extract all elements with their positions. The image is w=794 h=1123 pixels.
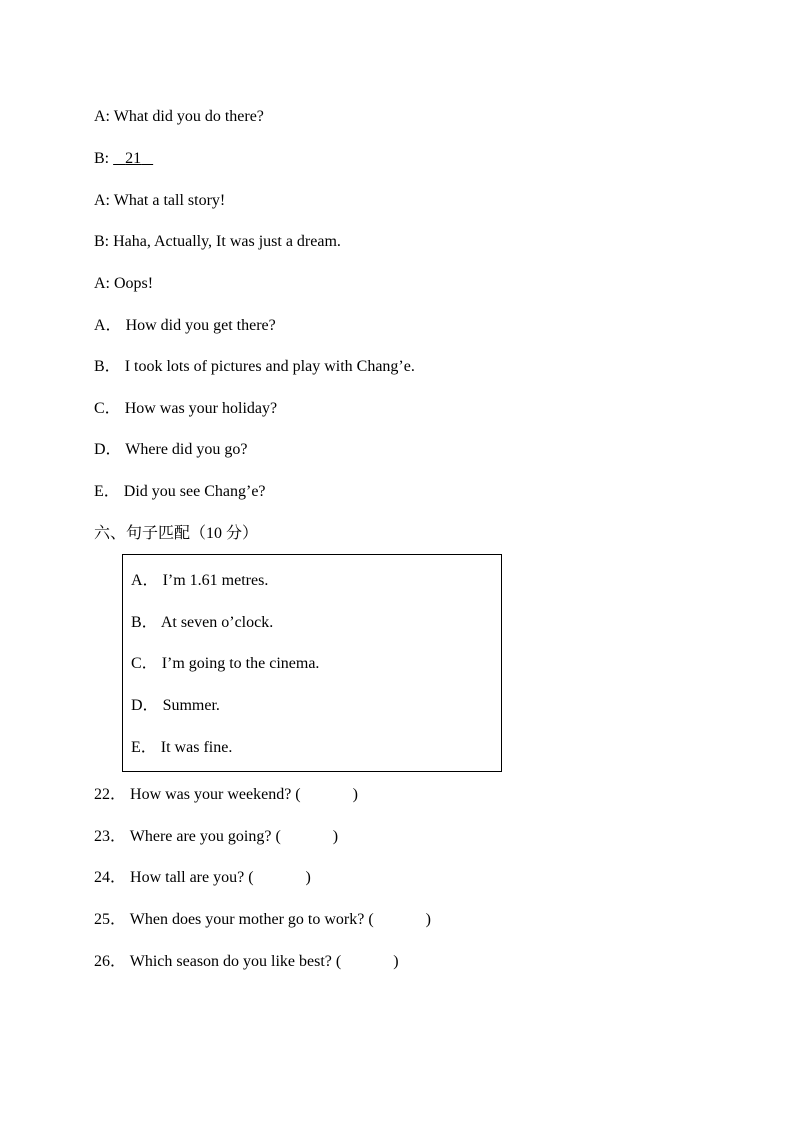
option-text: Did you see Chang’e? (123, 483, 266, 500)
match-option-d (131, 696, 220, 716)
option-letter: C． (131, 655, 158, 672)
option-letter: B． (131, 614, 158, 631)
question-number: 24． (94, 869, 127, 886)
dialogue-text: What did you do there? (113, 108, 264, 125)
option-letter: A． (94, 317, 122, 334)
question-text: How tall are you? (130, 869, 245, 886)
question-26 (94, 952, 399, 972)
dialogue-option-d (94, 440, 247, 460)
match-option-a (131, 571, 268, 591)
answer-paren[interactable]: ( ) (368, 911, 431, 928)
answer-paren[interactable]: ( ) (275, 828, 339, 845)
dialogue-line-2 (94, 149, 153, 169)
dialogue-line-1 (94, 107, 264, 127)
question-25 (94, 910, 431, 930)
question-number: 23． (94, 828, 127, 845)
blank-number: 21 (125, 150, 142, 167)
question-text: When does your mother go to work? (129, 911, 365, 928)
question-number: 26． (94, 953, 127, 970)
dialogue-line-3 (94, 191, 225, 211)
option-text: I’m 1.61 metres. (162, 572, 269, 589)
answer-paren[interactable]: ( ) (295, 786, 358, 803)
dialogue-option-e (94, 482, 266, 502)
speaker-label: A: (94, 108, 110, 125)
speaker-label: B: (94, 233, 110, 250)
question-text: Which season do you like best? (129, 953, 332, 970)
speaker-label: B: (94, 150, 110, 167)
answer-paren[interactable]: ( ) (248, 869, 311, 886)
dialogue-option-c (94, 399, 277, 419)
option-text: How did you get there? (125, 317, 276, 334)
option-text: I took lots of pictures and play with Chang’e. (124, 358, 415, 375)
dialogue-text: What a tall story! (113, 192, 226, 209)
question-number: 22． (94, 786, 127, 803)
option-text: Where did you go? (125, 441, 248, 458)
option-letter: E． (131, 739, 157, 756)
question-text: How was your weekend? (130, 786, 292, 803)
dialogue-line-4 (94, 232, 341, 252)
dialogue-text: Haha, Actually, It was just a dream. (113, 233, 341, 250)
dialogue-line-5 (94, 274, 153, 294)
question-22 (94, 785, 358, 805)
option-text: At seven o’clock. (160, 614, 274, 631)
option-text: It was fine. (160, 739, 233, 756)
option-letter: D． (94, 441, 122, 458)
option-text: How was your holiday? (124, 400, 278, 417)
dialogue-text: Oops! (114, 275, 154, 292)
match-option-c (131, 654, 319, 674)
option-letter: B． (94, 358, 121, 375)
answer-blank-21[interactable] (113, 150, 153, 167)
match-option-b (131, 613, 273, 633)
dialogue-option-b (94, 357, 415, 377)
question-24 (94, 868, 311, 888)
section-heading: 六、句子匹配（10 分） (94, 525, 259, 542)
option-letter: D． (131, 697, 159, 714)
speaker-label: A: (94, 275, 110, 292)
match-option-e (131, 738, 232, 758)
option-text: Summer. (162, 697, 220, 714)
dialogue-option-a (94, 316, 276, 336)
option-letter: A． (131, 572, 159, 589)
question-number: 25． (94, 911, 127, 928)
question-text: Where are you going? (129, 828, 272, 845)
answer-paren[interactable]: ( ) (335, 953, 399, 970)
speaker-label: A: (94, 192, 110, 209)
option-letter: C． (94, 400, 121, 417)
match-options-box (122, 554, 502, 772)
question-23 (94, 827, 338, 847)
option-text: I’m going to the cinema. (161, 655, 320, 672)
option-letter: E． (94, 483, 120, 500)
